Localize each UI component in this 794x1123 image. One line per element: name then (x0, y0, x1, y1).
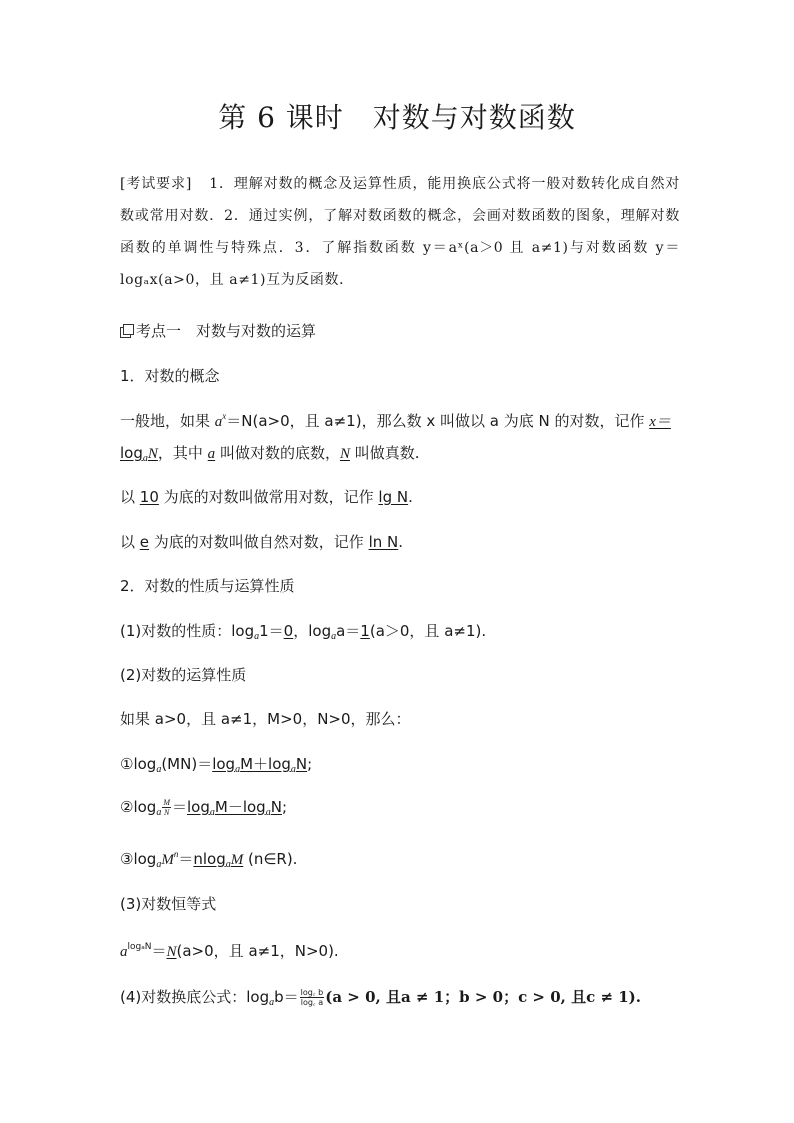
fraction-m-over-n: $\frac{M}{N}$ (163, 798, 170, 817)
requirements-text: 1．理解对数的概念及运算性质，能用换底公式将一般对数转化成自然对数或常用对数．2．通过实例，了解对数函数的概念，会画对数函数的图象，理解对数函数的单调性与特殊点．3．了解指数函数 y＝aˣ(a＞0 且 a≠1)与对数函数 y＝logₐx(a>0，且 a≠1)互为反函数． (120, 176, 680, 288)
page-title: 第 6 课时 对数与对数函数 (218, 101, 576, 134)
formula-quotient: $②\log_a$ $\frac{M}{N}$ $=\log_aM-\log_aN$; (120, 798, 287, 818)
formula-product: $①\log_a(MN)=\log_aM+\log_aN$; (120, 755, 313, 775)
exam-requirements (120, 168, 680, 296)
common-log-line: 以 10 为底的对数叫做常用对数，记作 lg N. (120, 488, 413, 506)
subsection-heading-1: 1．对数的概念 (120, 367, 220, 385)
condition-line: 如果 a>0，且 a≠1，M>0，N>0，那么： (120, 710, 411, 728)
section-icon (120, 324, 133, 337)
concept-line-1: 一般地，如果 $a^x=N(a>0$，且 a≠1)，那么数 x 叫做以 a 为底 N 的对数，记作 x＝ (120, 411, 671, 430)
concept-line-2: $\log_aN$，其中 a 叫做对数的底数，N 叫做真数. (120, 444, 420, 464)
identity-heading: (3)对数恒等式 (120, 895, 217, 913)
section-heading: 考点一 对数与对数的运算 (120, 320, 316, 341)
log-definition: $\log_aN$ (120, 444, 158, 464)
change-of-base: (4)对数换底公式：$\log_ab=$ $\frac{\log꜀ b}{\log꜀ a}$ (a > 0, 且a ≠ 1；b > 0；c > 0, 且c ≠ 1). (120, 988, 641, 1008)
log-properties-line: (1)对数的性质：$\log_a1=0$，$\log_aa=1(a>0$，且 a≠1). (120, 622, 487, 642)
subsection-heading-2: 2．对数的性质与运算性质 (120, 577, 295, 595)
log-identity: $a^{log_aN}=N(a>0$，且 a≠1，N>0). (120, 942, 339, 960)
operation-heading: (2)对数的运算性质 (120, 666, 247, 684)
formula-power: $③\log_aM^n=nlog_aM$ (n∈R). (120, 849, 298, 870)
requirements-label: [考试要求] (120, 176, 192, 192)
natural-log-line: 以 e 为底的对数叫做自然对数，记作 ln N. (120, 533, 404, 551)
fraction-change-of-base: $\frac{\log꜀ b}{\log꜀ a}$ (300, 988, 324, 1007)
